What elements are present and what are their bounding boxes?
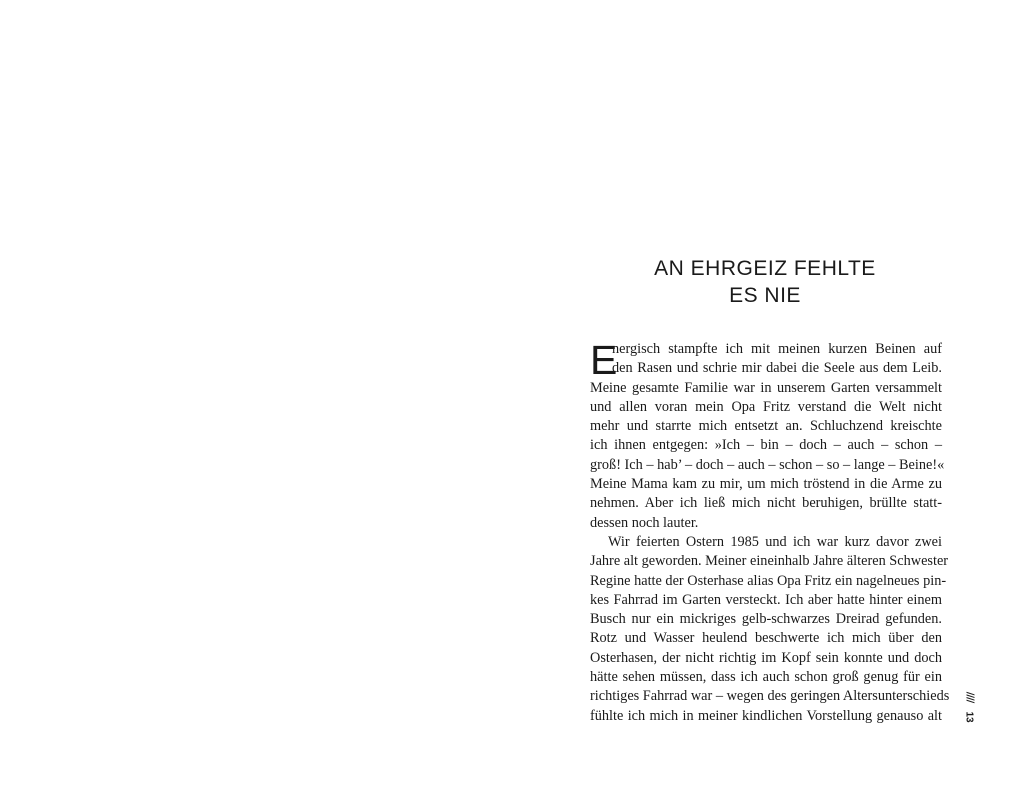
text-line: Rotz und Wasser heulend beschwerte ich mich über den	[590, 630, 942, 647]
text-line: Meine gesamte Familie war in unserem Garten versammelt	[590, 379, 942, 396]
text-line: Wir feierten Ostern 1985 und ich war kurz davor zwei	[608, 533, 942, 550]
body-text	[590, 337, 950, 726]
page-number: 13	[964, 711, 975, 723]
text-line: fühlte ich mich in meiner kindlichen Vorstellung genauso alt	[590, 707, 942, 724]
drop-cap: E	[590, 337, 618, 383]
text-line: nehmen. Aber ich ließ mich nicht beruhigen, brüllte statt-	[590, 495, 942, 512]
text-line: nergisch stampfte ich mit meinen kurzen Beinen auf	[612, 341, 942, 357]
page-folio	[958, 690, 980, 730]
text-line: den Rasen und schrie mir dabei die Seele aus dem Leib.	[612, 360, 942, 377]
text-line: hätte sehen müssen, dass ich auch schon groß genug für ein	[590, 669, 942, 686]
text-line: groß! Ich – hab’ – doch – auch – schon – so – lange – Beine!«	[590, 456, 945, 473]
text-line: und allen voran mein Opa Fritz verstand die Welt nicht	[590, 398, 942, 415]
text-line: dessen noch lauter.	[590, 514, 699, 531]
text-line: kes Fahrrad im Garten versteckt. Ich aber hatte hinter einem	[590, 591, 942, 608]
text-line: Busch nur ein mickriges gelb-schwarzes Dreirad gefunden.	[590, 611, 942, 628]
folio-marks: ////	[963, 691, 975, 703]
text-line: Jahre alt geworden. Meiner eineinhalb Jahre älteren Schwester	[590, 553, 949, 570]
chapter-title-line-2: ES NIE	[729, 284, 801, 307]
text-line: richtiges Fahrrad war – wegen des geringen Altersunterschieds	[590, 688, 950, 705]
chapter-title-line-1: AN EHRGEIZ FEHLTE	[654, 257, 876, 280]
text-line: mehr und starrte mich entsetzt an. Schluchzend kreischte	[590, 418, 942, 435]
chapter-title	[590, 255, 940, 309]
right-page	[510, 0, 1020, 793]
text-line: Regine hatte der Osterhase alias Opa Fritz ein nagelneues pin-	[590, 572, 947, 589]
text-line: ich ihnen entgegen: »Ich – bin – doch – auch – schon –	[590, 437, 942, 454]
text-line: Meine Mama kam zu mir, um mich tröstend in die Arme zu	[590, 476, 942, 493]
text-line: Osterhasen, der nicht richtig im Kopf sein konnte und doch	[590, 649, 942, 666]
